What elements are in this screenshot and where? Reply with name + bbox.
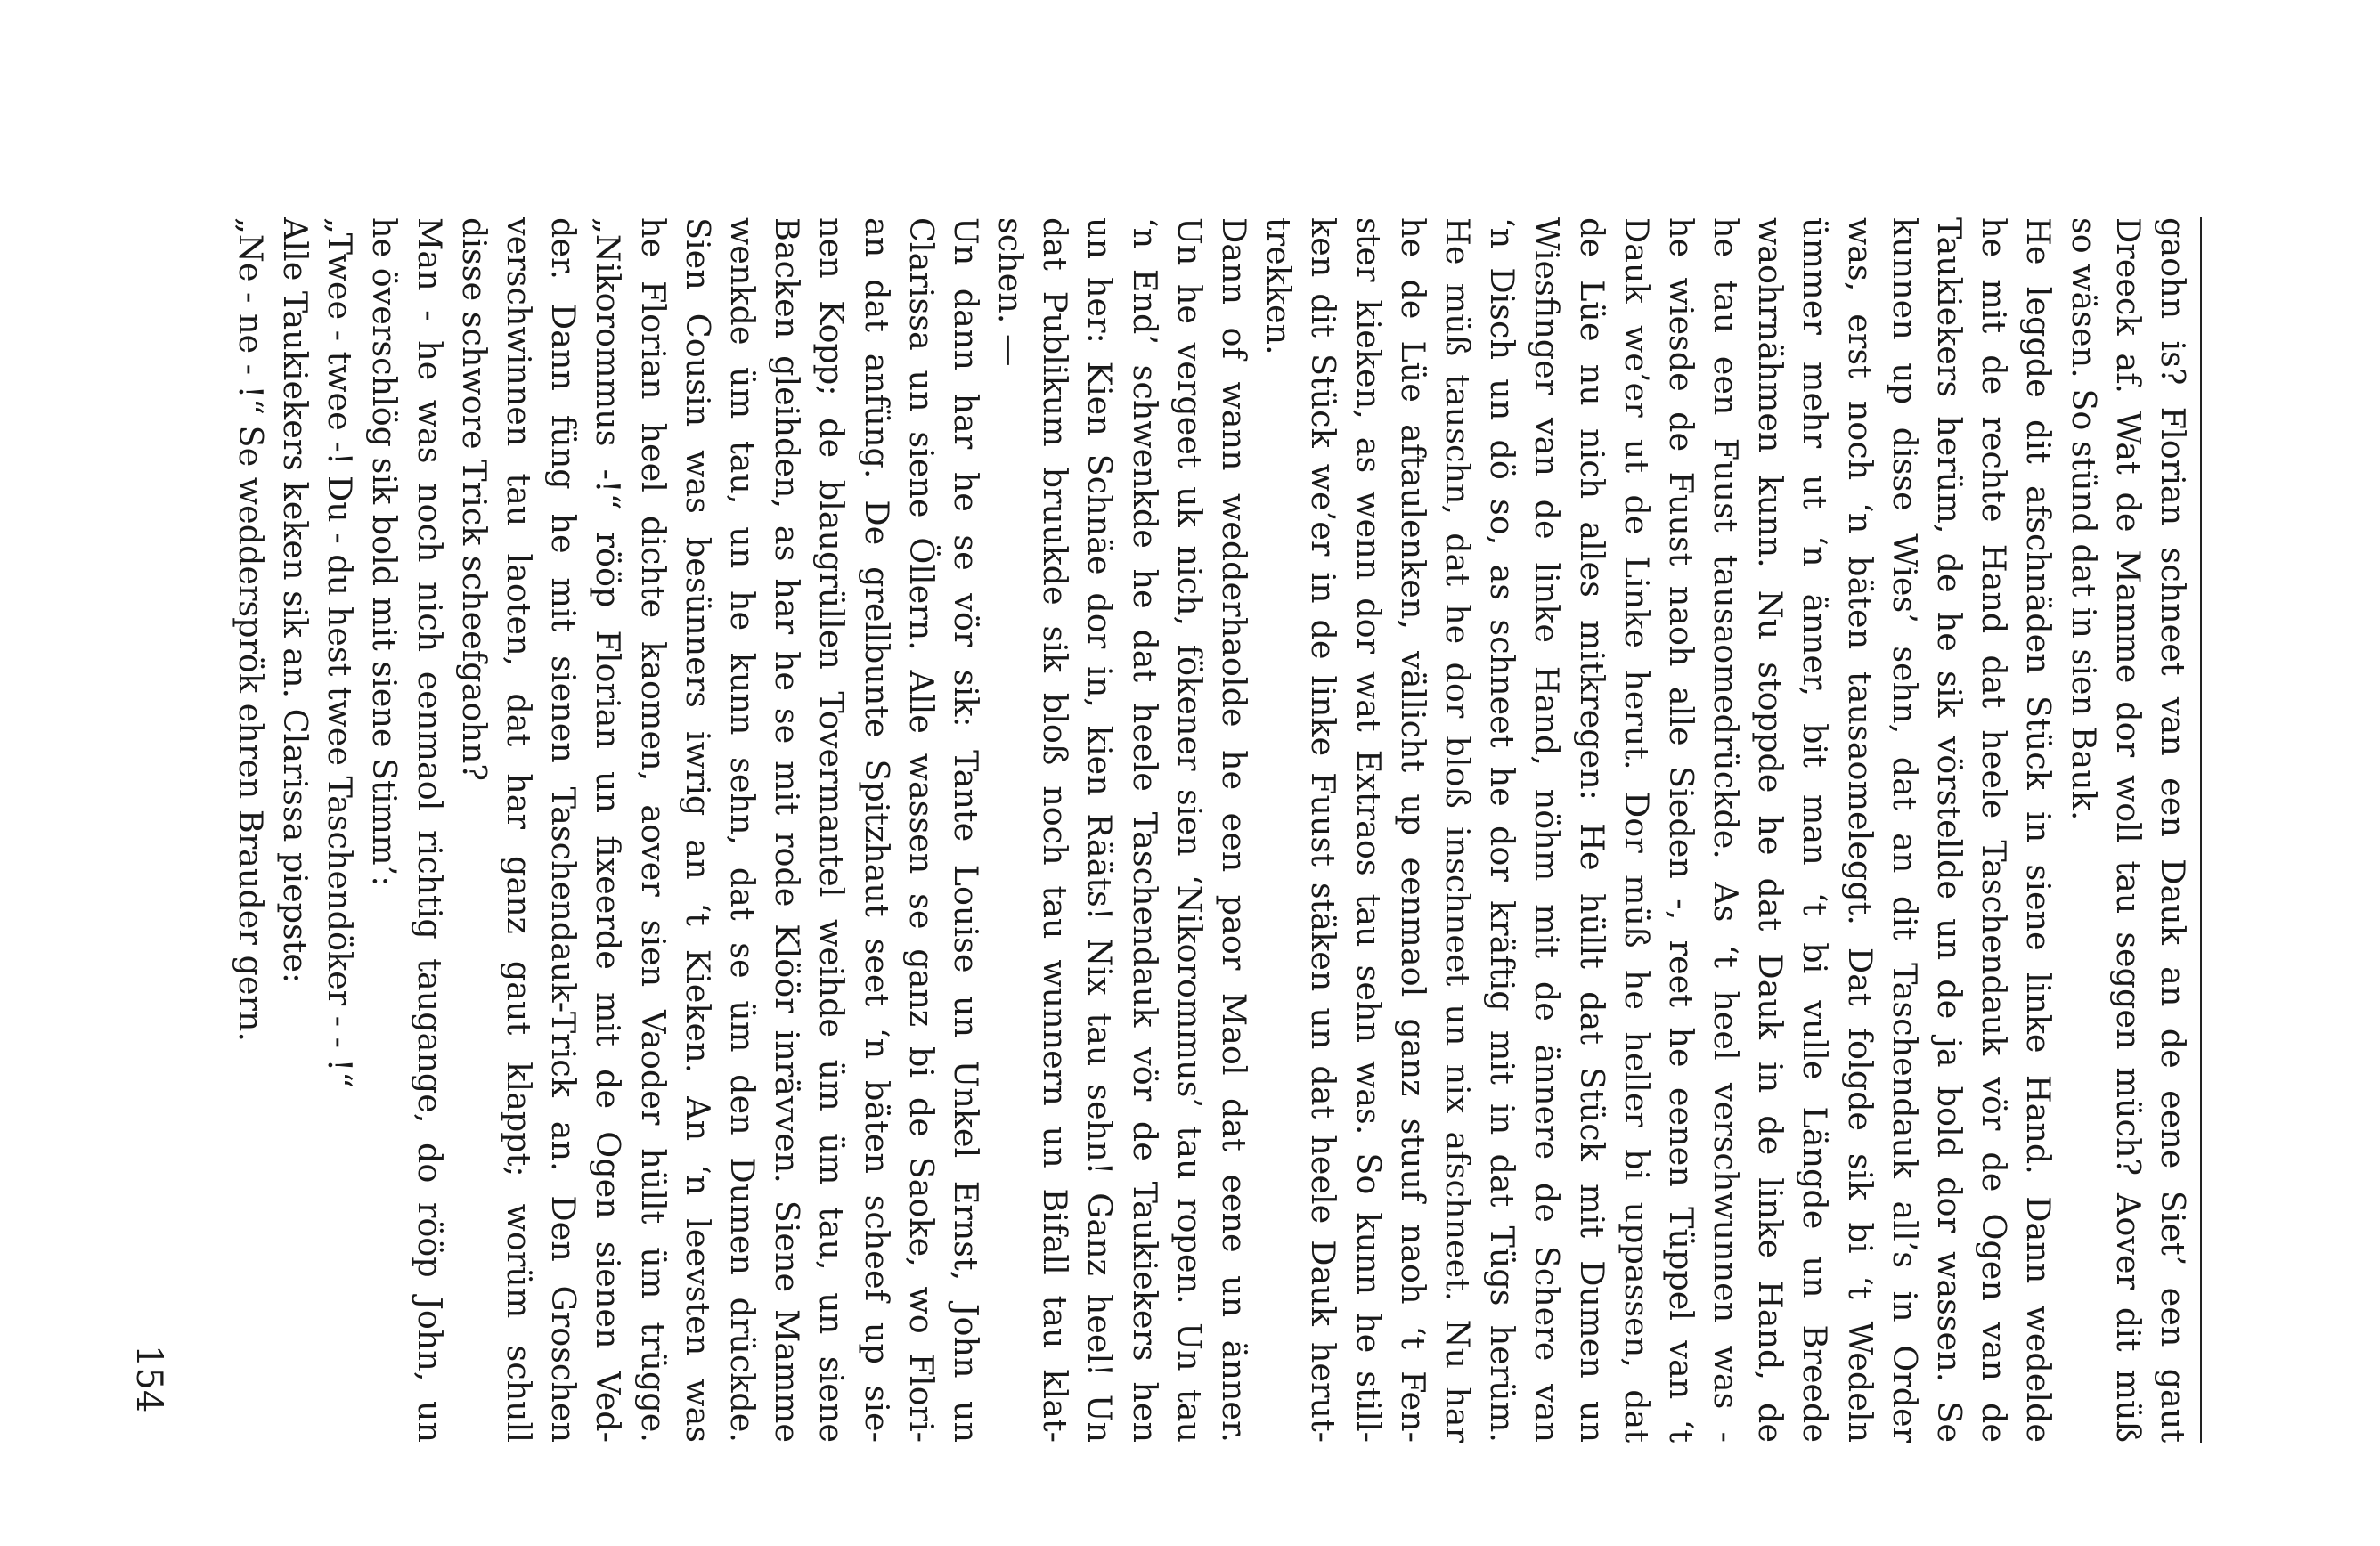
text-line: Backen gleihden, as har he se mit rode Klöör inrävven. Siene Mamme xyxy=(768,217,807,1443)
text-line: schen. — xyxy=(991,217,1031,367)
text-line: nen Kopp; de blaugrüllen Tovermantel weihde üm üm tau, un siene xyxy=(812,217,852,1443)
text-line: so wäsen. So stünd dat in sien Bauk. xyxy=(2064,217,2103,821)
text-line: he tau een Fuust tausaomedrückde. As ‘t heel verschwunnen was - xyxy=(1707,217,1746,1443)
text-line: an dat anfüng. De grellbunte Spitzhaut seet ‘n bäten scheef up sie- xyxy=(857,217,896,1443)
text-line: Taukiekers herüm, de he sik vörstellde un de ja bold dor wassen. Se xyxy=(1930,217,1969,1443)
text-line: waohrnähmen kunn. Nu stoppde he dat Dauk in de linke Hand, de xyxy=(1751,217,1790,1443)
text-line: ümmer mehr ut ‘n änner, bit man ‘t bi vulle Längde un Breede xyxy=(1796,217,1835,1443)
text-line: ‘n Disch un dö so, as schneet he dor kräftig mit in dat Tügs herüm. xyxy=(1483,217,1522,1443)
text-line: Un he vergeet uk nich, fökener sien ‘Nikorommus’ tau ropen. Un tau xyxy=(1170,217,1209,1443)
text-line: he överschlög sik bold mit siene Stimm’: xyxy=(365,217,404,887)
text-line: Wiesfinger van de linke Hand, nöhm mit de ännere de Schere van xyxy=(1528,217,1567,1443)
text-line: Man - he was noch nich eenmaol richtig taugange, do rööp John, un xyxy=(410,217,449,1443)
text-line: dat Publikum bruukde sik bloß noch tau wunnern un Bifall tau klat- xyxy=(1036,217,1075,1443)
text-line: un her: Kien Schnäe dor in, kien Rääts! Nix tau sehn! Ganz heel! Un xyxy=(1080,217,1120,1443)
text-line: der. Dann füng he mit sienen Taschendauk-Trick an. Den Groschen xyxy=(544,217,583,1443)
text-line: Un dann har he se vör sik: Tante Louise un Unkel Ernst, John un xyxy=(946,217,985,1443)
text-line: „Nikorommus -!“ rööp Florian un fixeerde mit de Ogen sienen Ved- xyxy=(589,217,628,1443)
body-text xyxy=(228,217,2195,1443)
text-line: was, erst noch ‘n bäten tausaomeleggt. Dat folgde sik bi ‘t Wedeln xyxy=(1840,217,1879,1443)
page-number: 154 xyxy=(128,1345,169,1413)
text-line: ken dit Stück we’er in de linke Fuust stäken un dat heele Dauk herut- xyxy=(1304,217,1343,1443)
text-line: Dreeck af. Wat de Mamme dor woll tau seggen müch? Aover dit müß xyxy=(2108,217,2148,1443)
text-line: he wiesde de Fuust naoh alle Sieden -, reet he eenen Tüppel van ‘t xyxy=(1661,217,1700,1443)
text-line: Sien Cousin was besünners iwrig an ‘t Kieken. An ‘n leevsten was xyxy=(678,217,717,1443)
text-line: Clarissa un siene Öllern. Alle wassen se ganz bi de Saoke, wo Flori- xyxy=(901,217,941,1443)
text-line: Dauk we’er ut de Linke herut. Dor müß he heller bi uppassen, dat xyxy=(1617,217,1656,1443)
header-rule xyxy=(2200,217,2202,1443)
text-line: kunnen up disse Wies’ sehn, dat an dit Taschendauk all’s in Order xyxy=(1885,217,1924,1443)
text-line: verschwinnen tau laoten, dat har ganz gaut klappt; worüm schull xyxy=(500,217,539,1443)
text-line: wenkde üm tau, un he kunn sehn, dat se üm den Dumen drückde. xyxy=(722,217,762,1443)
text-line: He müß tauschn, dat he dor bloß inschneet un nix afschneet. Nu har xyxy=(1438,217,1477,1443)
text-line: Dann of wann wedderhaolde he een paor Maol dat eene un änner. xyxy=(1215,217,1254,1443)
text-line: He leggde dit afschnäden Stück in siene linke Hand. Dann wedelde xyxy=(2019,217,2058,1443)
text-line: ster kieken, as wenn dor wat Extraos tau sehn was. So kunn he still- xyxy=(1349,217,1388,1443)
text-line: he de Lüe aftaulenken, vällicht up eenmaol ganz stuuf naoh ‘t Fen- xyxy=(1393,217,1432,1443)
text-line: ‘n End’ schwenkde he dat heele Taschendauk vör de Taukiekers hen xyxy=(1125,217,1164,1443)
text-line: he mit de rechte Hand dat heele Taschendauk vör de Ogen van de xyxy=(1975,217,2014,1443)
text-line: gaohn is? Florian schneet van een Dauk an de eene Siet’ een gaut xyxy=(2154,217,2192,1443)
text-line: disse schwore Trick scheefgaohn? xyxy=(454,217,493,781)
text-line: „Twee - twee -! Du - du hest twee Taschendöker - - !“ xyxy=(321,217,360,1088)
text-line: trekken. xyxy=(1259,217,1299,355)
text-line: Alle Taukiekers keken sik an. Clarissa piepste: xyxy=(276,217,315,984)
text-line: „Ne - ne - !“ Se weddersprök ehren Brauder gern. xyxy=(231,217,270,1042)
text-line: de Lüe nu nich alles mitkregen: He hüllt dat Stück mit Dumen un xyxy=(1572,217,1611,1443)
text-line: he Florian heel dichte kaomen, aover sien Vaoder hüllt üm trügge. xyxy=(633,217,672,1443)
